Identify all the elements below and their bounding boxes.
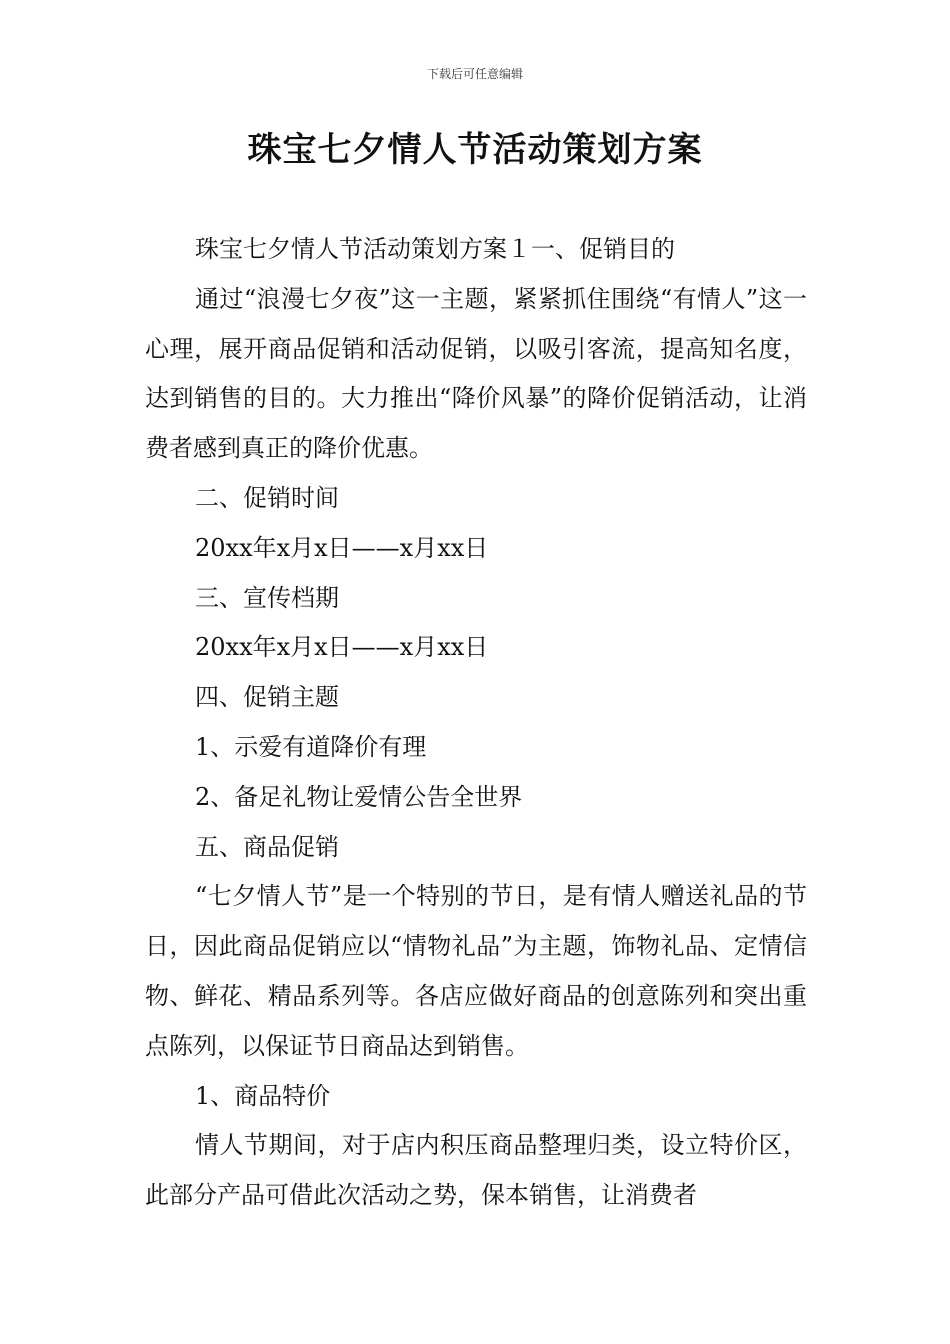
section-heading: 五、商品促销: [195, 832, 339, 861]
paragraph: 20xx年x月x日——x月xx日: [195, 633, 489, 662]
document-title: 珠宝七夕情人节活动策划方案: [247, 130, 703, 170]
paragraph: “七夕情人节”是一个特别的节日，是有情人赠送礼品的节日，因此商品促销应以“情物礼品”为主题，饰物礼品、定情信物、鲜花、精品系列等。各店应做好商品的创意陈列和突出重点陈列，以保证节日商品达到销售。: [145, 882, 807, 1060]
document-body: [145, 225, 807, 1221]
paragraph: 通过“浪漫七夕夜”这一主题，紧紧抓住围绕“有情人”这一心理，展开商品促销和活动促销，以吸引客流，提高知名度，达到销售的目的。大力推出“降价风暴”的降价促销活动，让消费者感到真正的降价优惠。: [145, 284, 807, 463]
section-heading: 二、促销时间: [195, 483, 339, 512]
subsection-heading: 1、商品特价: [195, 1081, 331, 1110]
header-note: 下载后可任意编辑: [426, 67, 523, 81]
paragraph: 情人节期间，对于店内积压商品整理归类，设立特价区，此部分产品可借此次活动之势，保本销售，让消费者: [145, 1131, 807, 1210]
section-heading: 四、促销主题: [195, 683, 339, 712]
list-item: 1、示爱有道降价有理: [195, 732, 427, 761]
paragraph: 珠宝七夕情人节活动策划方案１一、促销目的: [195, 235, 675, 263]
section-heading: 三、宣传档期: [195, 583, 339, 612]
list-item: 2、备足礼物让爱情公告全世界: [195, 782, 523, 811]
paragraph: 20xx年x月x日——x月xx日: [195, 533, 489, 562]
